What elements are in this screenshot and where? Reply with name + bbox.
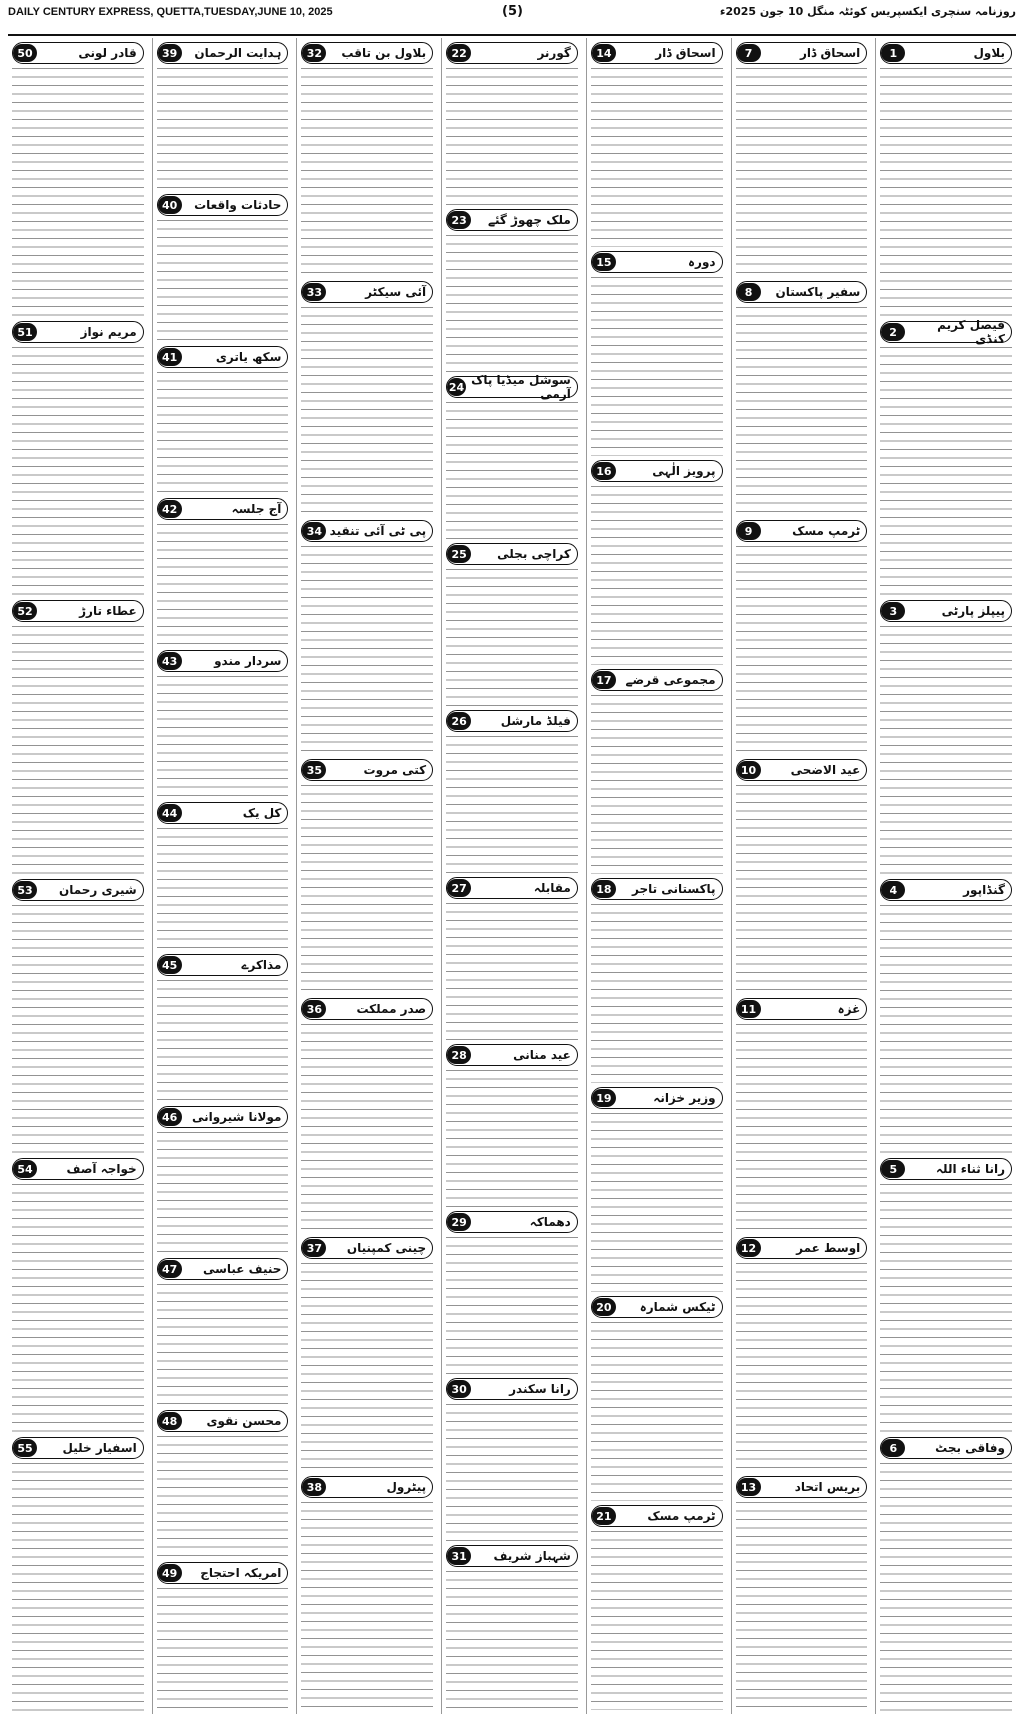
story <box>446 209 578 372</box>
story-number: 37 <box>302 1239 326 1257</box>
story <box>736 42 868 277</box>
story <box>301 759 433 994</box>
story-title: کراچی بجلی <box>497 547 571 561</box>
story-body-text <box>880 68 1012 317</box>
story-headline-tag <box>157 650 289 672</box>
story <box>591 42 723 247</box>
story-number: 13 <box>737 1478 761 1496</box>
story-headline-tag <box>301 1476 433 1498</box>
story-title: سکھ یاتری <box>215 350 282 364</box>
story-number: 6 <box>881 1439 905 1457</box>
story <box>736 1476 868 1711</box>
story-headline-tag <box>301 281 433 303</box>
story-body-text <box>446 1070 578 1207</box>
story-title: اسحاق ڈار <box>655 46 716 60</box>
story-number: 17 <box>592 671 616 689</box>
story-headline-tag <box>157 1562 289 1584</box>
story <box>12 879 144 1154</box>
story-title: دورہ <box>688 255 716 269</box>
column-3 <box>586 38 727 1714</box>
story-number: 15 <box>592 253 616 271</box>
story <box>157 1258 289 1406</box>
column-5 <box>296 38 437 1714</box>
column-4 <box>441 38 582 1714</box>
story-body-text <box>736 1502 868 1711</box>
story-body-text <box>446 1237 578 1374</box>
story <box>736 1237 868 1472</box>
story-body-text <box>157 524 289 646</box>
story <box>446 877 578 1040</box>
story-title: پی ٹی آئی تنقید <box>329 524 427 538</box>
story-title: پاکستانی تاجر <box>632 882 716 896</box>
story-number: 28 <box>447 1046 471 1064</box>
story <box>301 520 433 755</box>
story-headline-tag <box>591 460 723 482</box>
column-1 <box>875 38 1016 1714</box>
story-number: 18 <box>592 880 616 898</box>
story-title: سوشل میڈیا پاک آرمی <box>471 373 571 401</box>
story-title: خواجہ آصف <box>66 1162 137 1176</box>
story-title: اوسط عمر <box>796 1241 861 1255</box>
story <box>880 600 1012 875</box>
story-title: عید الاضحی <box>790 763 861 777</box>
story-body-text <box>736 307 868 516</box>
story <box>880 318 1012 596</box>
story-title: وزیر خزانہ <box>653 1091 716 1105</box>
story-headline-tag <box>157 1258 289 1280</box>
story-body-text <box>736 68 868 277</box>
story <box>591 1087 723 1292</box>
story-title: فیصل کریم کنڈی <box>937 318 1005 346</box>
column-7 <box>8 38 148 1714</box>
newspaper-columns <box>8 38 1016 1714</box>
story-body-text <box>12 626 144 875</box>
story <box>301 1476 433 1711</box>
story-number: 52 <box>13 602 37 620</box>
story-body-text <box>157 676 289 798</box>
story <box>301 1237 433 1472</box>
story-headline-tag <box>446 710 578 732</box>
story-headline-tag <box>736 1476 868 1498</box>
story <box>446 373 578 539</box>
story <box>446 543 578 706</box>
story-number: 4 <box>881 881 905 899</box>
story-body-text <box>301 1502 433 1711</box>
story-headline-tag <box>736 1237 868 1259</box>
story-body-text <box>301 68 433 277</box>
story-title: پیٹرول <box>386 1480 427 1494</box>
story-number: 40 <box>158 196 182 214</box>
story-headline-tag <box>736 281 868 303</box>
story-headline-tag <box>736 759 868 781</box>
column-2 <box>731 38 872 1714</box>
story-number: 39 <box>158 44 182 62</box>
story-number: 34 <box>302 522 326 540</box>
story-body-text <box>446 1404 578 1541</box>
story-title: عید منانی <box>513 1048 571 1062</box>
story-title: صدر مملکت <box>356 1002 427 1016</box>
story-number: 11 <box>737 1000 761 1018</box>
story-headline-tag <box>301 759 433 781</box>
story-headline-tag <box>880 318 1012 346</box>
story-body-text <box>446 402 578 539</box>
story-title: شیری رحمان <box>58 883 137 897</box>
story-number: 8 <box>737 283 761 301</box>
story-title: وفاقی بجٹ <box>935 1441 1005 1455</box>
story <box>446 710 578 873</box>
story-body-text <box>301 1263 433 1472</box>
story-title: عطاء تارڑ <box>79 604 137 618</box>
story-body-text <box>446 903 578 1040</box>
story-title: امریکہ احتجاج <box>200 1566 282 1580</box>
story-body-text <box>157 1588 289 1710</box>
story-title: اسحاق ڈار <box>799 46 861 60</box>
story-headline-tag <box>301 520 433 542</box>
story <box>12 42 144 317</box>
story-title: ٹرمپ مسک <box>792 524 861 538</box>
story <box>736 759 868 994</box>
story-headline-tag <box>736 998 868 1020</box>
story-headline-tag <box>880 1437 1012 1459</box>
story-title: مذاکرے <box>241 958 282 972</box>
story-headline-tag <box>446 373 578 401</box>
story-number: 20 <box>592 1298 616 1316</box>
story <box>157 42 289 190</box>
column-6 <box>152 38 293 1714</box>
story-number: 42 <box>158 500 182 518</box>
story-title: بریس اتحاد <box>794 1480 861 1494</box>
story-title: مولانا شیروانی <box>191 1110 282 1124</box>
story-title: بلاول بن تاقب <box>341 46 427 60</box>
story-title: آج جلسہ <box>231 502 282 516</box>
story-title: اسفیار خلیل <box>62 1441 137 1455</box>
story-number: 14 <box>592 44 616 62</box>
story-number: 10 <box>737 761 761 779</box>
story-body-text <box>157 980 289 1102</box>
story-title: ملک چھوڑ گئے <box>487 213 571 227</box>
story-title: آئی سیکٹر <box>365 285 427 299</box>
story-headline-tag <box>591 669 723 691</box>
story-number: 1 <box>881 44 905 62</box>
story-title: دھماکہ <box>529 1215 571 1229</box>
story-body-text <box>446 736 578 873</box>
story-body-text <box>591 1322 723 1501</box>
story-title: رانا ثناء اللہ <box>936 1162 1005 1176</box>
story-body-text <box>446 68 578 205</box>
story-body-text <box>301 1024 433 1233</box>
story-number: 21 <box>592 1507 616 1525</box>
story-number: 55 <box>13 1439 37 1457</box>
story-body-text <box>591 904 723 1083</box>
story-number: 5 <box>881 1160 905 1178</box>
story <box>591 1296 723 1501</box>
story-number: 47 <box>158 1260 182 1278</box>
story-number: 27 <box>447 879 471 897</box>
story-body-text <box>880 905 1012 1154</box>
story-headline-tag <box>446 209 578 231</box>
story <box>157 1562 289 1710</box>
story-headline-tag <box>157 1106 289 1128</box>
story-body-text <box>591 68 723 247</box>
story-title: ہدایت الرحمان <box>194 46 282 60</box>
masthead-english: DAILY CENTURY EXPRESS, QUETTA,TUESDAY,JUNE 10, 2025 <box>8 6 333 18</box>
story-headline-tag <box>157 498 289 520</box>
story-title: پرویز الٰہی <box>652 464 716 478</box>
story-title: رانا سکندر <box>509 1382 571 1396</box>
story-number: 30 <box>447 1380 471 1398</box>
story-number: 19 <box>592 1089 616 1107</box>
story-headline-tag <box>12 879 144 901</box>
story-number: 16 <box>592 462 616 480</box>
story <box>591 669 723 874</box>
story <box>591 1505 723 1710</box>
story <box>736 998 868 1233</box>
story-body-text <box>591 277 723 456</box>
story-body-text <box>157 1436 289 1558</box>
story <box>736 281 868 516</box>
story-title: غزہ <box>837 1002 861 1016</box>
story-title: فیلڈ مارشل <box>500 714 571 728</box>
story <box>446 1211 578 1374</box>
story-headline-tag <box>591 42 723 64</box>
story <box>157 194 289 342</box>
story-headline-tag <box>446 1378 578 1400</box>
story-number: 46 <box>158 1108 182 1126</box>
story-headline-tag <box>446 543 578 565</box>
story-title: ٹیکس شمارہ <box>639 1300 716 1314</box>
story-body-text <box>301 785 433 994</box>
story-body-text <box>301 307 433 516</box>
story-number: 32 <box>302 44 326 62</box>
story-headline-tag <box>591 251 723 273</box>
story-body-text <box>157 1284 289 1406</box>
story-number: 48 <box>158 1412 182 1430</box>
story-number: 54 <box>13 1160 37 1178</box>
story <box>591 878 723 1083</box>
story-headline-tag <box>12 600 144 622</box>
story-headline-tag <box>880 42 1012 64</box>
masthead-urdu: روزنامہ سنچری ایکسپریس کوئٹہ منگل 10 جون 2025ء <box>719 5 1016 18</box>
story-title: مجموعی قرضے <box>625 673 716 687</box>
story <box>157 802 289 950</box>
story <box>591 460 723 665</box>
story-headline-tag <box>591 1087 723 1109</box>
story-body-text <box>446 235 578 372</box>
story-headline-tag <box>12 321 144 343</box>
story-body-text <box>12 1463 144 1712</box>
story-body-text <box>157 220 289 342</box>
story <box>880 1437 1012 1712</box>
story-title: مریم نواز <box>80 325 137 339</box>
story-headline-tag <box>446 1044 578 1066</box>
story-number: 38 <box>302 1478 326 1496</box>
story-title: قادر لونی <box>78 46 137 60</box>
story-headline-tag <box>12 42 144 64</box>
story-number: 26 <box>447 712 471 730</box>
story-title: محسن نقوی <box>206 1414 282 1428</box>
story-number: 31 <box>447 1547 471 1565</box>
story <box>12 321 144 596</box>
story <box>880 42 1012 317</box>
story <box>157 1106 289 1254</box>
story-headline-tag <box>591 1296 723 1318</box>
story-number: 23 <box>447 211 471 229</box>
story-headline-tag <box>880 600 1012 622</box>
story-body-text <box>157 68 289 190</box>
story-body-text <box>12 905 144 1154</box>
story-number: 25 <box>447 545 471 563</box>
story-title: ٹرمپ مسک <box>647 1509 716 1523</box>
story-number: 51 <box>13 323 37 341</box>
story-body-text <box>591 486 723 665</box>
story-title: حنیف عباسی <box>202 1262 282 1276</box>
story-body-text <box>736 785 868 994</box>
story-body-text <box>446 569 578 706</box>
story-body-text <box>446 1571 578 1708</box>
story-title: چینی کمپنیاں <box>346 1241 427 1255</box>
story-number: 9 <box>737 522 761 540</box>
story-headline-tag <box>301 998 433 1020</box>
story <box>736 520 868 755</box>
story <box>591 251 723 456</box>
story-body-text <box>880 347 1012 596</box>
story-body-text <box>880 1463 1012 1712</box>
story <box>157 954 289 1102</box>
story-headline-tag <box>12 1158 144 1180</box>
story <box>157 498 289 646</box>
page-number: (5) <box>502 4 523 19</box>
story-headline-tag <box>157 42 289 64</box>
story-title: گنڈاپور <box>963 883 1005 897</box>
story-body-text <box>736 546 868 755</box>
story-title: سفیر پاکستان <box>775 285 861 299</box>
story <box>12 600 144 875</box>
story-body-text <box>880 1184 1012 1433</box>
story <box>880 879 1012 1154</box>
story-number: 22 <box>447 44 471 62</box>
story-body-text <box>591 1531 723 1710</box>
story-headline-tag <box>736 42 868 64</box>
story <box>157 1410 289 1558</box>
story-headline-tag <box>446 1211 578 1233</box>
story-headline-tag <box>736 520 868 542</box>
story-number: 45 <box>158 956 182 974</box>
story <box>446 1545 578 1708</box>
story-body-text <box>736 1263 868 1472</box>
story <box>880 1158 1012 1433</box>
story-number: 41 <box>158 348 182 366</box>
story-number: 43 <box>158 652 182 670</box>
story-headline-tag <box>301 42 433 64</box>
story-title: کل یک <box>242 806 282 820</box>
story-headline-tag <box>446 42 578 64</box>
story-title: کتی مروت <box>363 763 427 777</box>
story-body-text <box>591 695 723 874</box>
story-number: 50 <box>13 44 37 62</box>
story-headline-tag <box>157 954 289 976</box>
story-number: 24 <box>447 378 466 396</box>
story-headline-tag <box>157 346 289 368</box>
story-title: حادثات واقعات <box>194 198 282 212</box>
story-title: گورنر <box>537 46 571 60</box>
story-title: پیپلز پارٹی <box>941 604 1005 618</box>
story-headline-tag <box>157 1410 289 1432</box>
story-number: 44 <box>158 804 182 822</box>
story <box>301 281 433 516</box>
story-number: 53 <box>13 881 37 899</box>
story <box>446 42 578 205</box>
story-body-text <box>880 626 1012 875</box>
story-title: مقابلہ <box>533 881 571 895</box>
story-number: 12 <box>737 1239 761 1257</box>
story-body-text <box>157 372 289 494</box>
story-headline-tag <box>591 1505 723 1527</box>
story-headline-tag <box>157 194 289 216</box>
story-headline-tag <box>157 802 289 824</box>
story-body-text <box>12 1184 144 1433</box>
story-body-text <box>591 1113 723 1292</box>
story <box>446 1044 578 1207</box>
story <box>157 346 289 494</box>
story-body-text <box>12 347 144 596</box>
story-title: بلاول <box>973 46 1005 60</box>
story-number: 2 <box>881 323 905 341</box>
masthead <box>8 0 1016 36</box>
story-body-text <box>157 1132 289 1254</box>
story <box>301 42 433 277</box>
story-body-text <box>12 68 144 317</box>
story-headline-tag <box>446 877 578 899</box>
story <box>157 650 289 798</box>
story-number: 3 <box>881 602 905 620</box>
story <box>301 998 433 1233</box>
story-number: 36 <box>302 1000 326 1018</box>
story-title: سردار مندو <box>214 654 282 668</box>
story-number: 7 <box>737 44 761 62</box>
story-headline-tag <box>301 1237 433 1259</box>
story-number: 29 <box>447 1213 471 1231</box>
story <box>12 1158 144 1433</box>
story-number: 49 <box>158 1564 182 1582</box>
story-headline-tag <box>880 879 1012 901</box>
story-title: شہباز شریف <box>493 1549 571 1563</box>
story-body-text <box>301 546 433 755</box>
story-headline-tag <box>446 1545 578 1567</box>
story-headline-tag <box>880 1158 1012 1180</box>
story <box>12 1437 144 1712</box>
story-number: 35 <box>302 761 326 779</box>
story-body-text <box>736 1024 868 1233</box>
story <box>446 1378 578 1541</box>
story-headline-tag <box>591 878 723 900</box>
story-number: 33 <box>302 283 326 301</box>
story-headline-tag <box>12 1437 144 1459</box>
story-body-text <box>157 828 289 950</box>
